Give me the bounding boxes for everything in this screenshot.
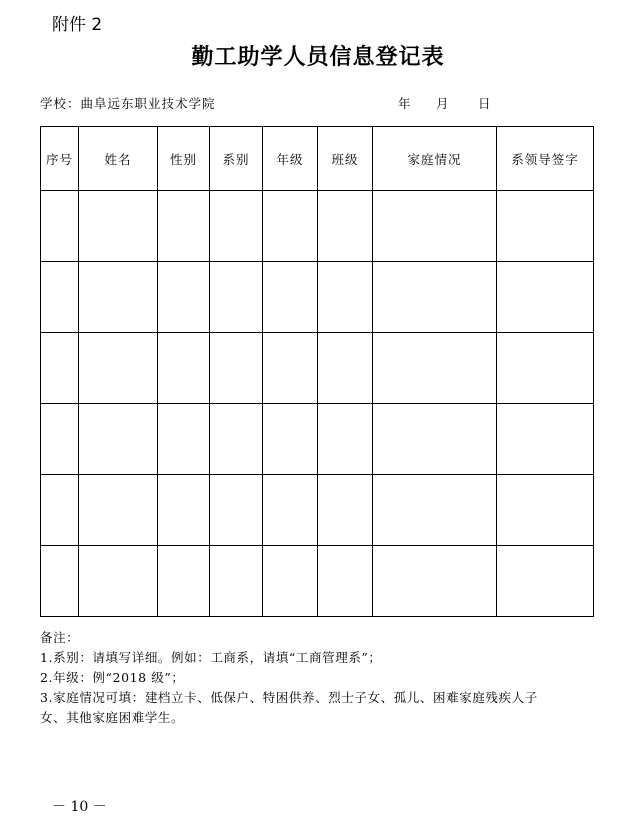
table-cell[interactable] [497,404,594,475]
table-cell[interactable] [79,475,158,546]
header-leader-signature: 系领导签字 [497,127,594,191]
table-cell[interactable] [373,404,497,475]
page-number: － 10 － [52,799,107,815]
note-item-1: 1.系别：请填写详细。例如：工商系，请填“工商管理系”； [40,650,382,665]
table-cell[interactable] [373,191,497,262]
table-cell[interactable] [263,404,318,475]
table-cell[interactable] [497,333,594,404]
table-cell[interactable] [210,262,263,333]
table-cell[interactable] [497,191,594,262]
notes-section [40,628,596,728]
table-row [41,333,594,404]
notes-heading: 备注： [40,630,80,645]
table-cell[interactable] [41,191,79,262]
header-grade: 年级 [263,127,318,191]
table-row [41,404,594,475]
table-cell[interactable] [79,404,158,475]
table-header-row [41,127,594,191]
table-cell[interactable] [79,262,158,333]
table-cell[interactable] [373,262,497,333]
table-cell[interactable] [158,404,210,475]
table-cell[interactable] [497,546,594,617]
table-row [41,191,594,262]
note-item-2: 2.年级：例“2018 级”； [40,670,185,685]
table-cell[interactable] [318,404,373,475]
attachment-label: 附件 2 [52,15,103,35]
header-department: 系别 [210,127,263,191]
note-item-3-continued: 女、其他家庭困难学生。 [40,710,185,725]
table-cell[interactable] [41,546,79,617]
page-title: 勤工助学人员信息登记表 [191,45,445,70]
table-cell[interactable] [497,475,594,546]
table-cell[interactable] [263,333,318,404]
table-cell[interactable] [210,475,263,546]
table-cell[interactable] [318,546,373,617]
table-body [41,191,594,617]
table-cell[interactable] [158,191,210,262]
table-cell[interactable] [158,333,210,404]
note-item-3: 3.家庭情况可填：建档立卡、低保户、特困供养、烈士子女、孤儿、困难家庭残疾人子 [40,690,538,705]
table-row [41,475,594,546]
table-cell[interactable] [79,333,158,404]
table-cell[interactable] [41,404,79,475]
school-line: 学校：曲阜远东职业技术学院 [40,96,216,111]
table-cell[interactable] [210,404,263,475]
table-cell[interactable] [158,475,210,546]
date-day-label: 日 [478,96,491,111]
table-cell[interactable] [210,333,263,404]
header-gender: 性别 [158,127,210,191]
table-row [41,262,594,333]
table-cell[interactable] [318,475,373,546]
table-cell[interactable] [263,475,318,546]
table-cell[interactable] [318,191,373,262]
header-index: 序号 [41,127,79,191]
table-cell[interactable] [318,333,373,404]
table-row [41,546,594,617]
table-cell[interactable] [373,475,497,546]
date-month-label: 月 [436,96,449,111]
header-class: 班级 [318,127,373,191]
table-cell[interactable] [79,546,158,617]
registration-table [40,126,594,617]
date-line [398,94,491,112]
header-family-situation: 家庭情况 [373,127,497,191]
table-cell[interactable] [41,262,79,333]
table-cell[interactable] [79,191,158,262]
table-cell[interactable] [41,333,79,404]
table-cell[interactable] [373,546,497,617]
table-cell[interactable] [158,262,210,333]
table-cell[interactable] [263,262,318,333]
table-cell[interactable] [41,475,79,546]
table-cell[interactable] [158,546,210,617]
table-cell[interactable] [373,333,497,404]
table-cell[interactable] [497,262,594,333]
table-cell[interactable] [263,546,318,617]
date-year-label: 年 [398,96,411,111]
table-cell[interactable] [318,262,373,333]
table-cell[interactable] [210,191,263,262]
table-cell[interactable] [210,546,263,617]
header-name: 姓名 [79,127,158,191]
table-cell[interactable] [263,191,318,262]
